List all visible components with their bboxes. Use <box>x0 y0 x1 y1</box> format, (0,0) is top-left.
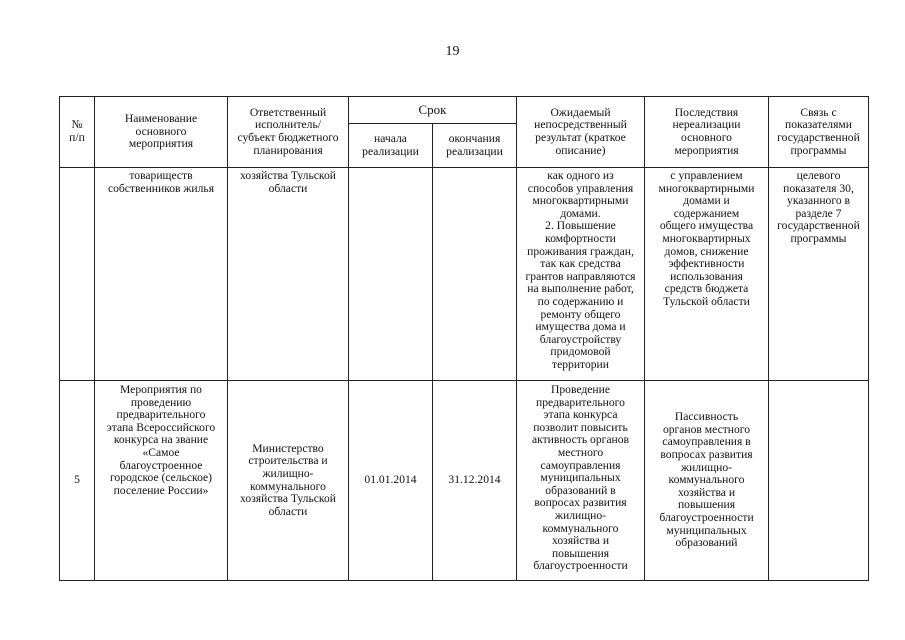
cell-link <box>769 381 869 581</box>
cell-name: Мероприятия по проведению предварительного этапа Всероссийского конкурса на звание «Самое благоустроенное городское (сельское) поселение России» <box>95 381 228 581</box>
header-term: Срок <box>349 97 517 124</box>
cell-start <box>349 168 433 381</box>
header-expected: Ожидаемый непосредственный результат (краткое описание) <box>517 97 645 168</box>
cell-responsible: хозяйства Тульской области <box>228 168 349 381</box>
header-name: Наименование основного мероприятия <box>95 97 228 168</box>
header-num: № п/п <box>60 97 95 168</box>
cell-consequences: с управлением многоквартирными домами и содержанием общего имущества многоквартирных домов, снижение эффективности использования средств бюджета Тульской области <box>645 168 769 381</box>
header-responsible: Ответственный исполнитель/ субъект бюджетного планирования <box>228 97 349 168</box>
cell-responsible: Министерство строительства и жилищно- коммунального хозяйства Тульской области <box>228 381 349 581</box>
header-consequences: Последствия нереализации основного мероприятия <box>645 97 769 168</box>
cell-end: 31.12.2014 <box>433 381 517 581</box>
measures-table <box>59 96 869 581</box>
cell-num <box>60 168 95 381</box>
table-row <box>60 381 869 581</box>
header-term-end: окончания реализации <box>433 124 517 168</box>
table-row <box>60 168 869 381</box>
cell-end <box>433 168 517 381</box>
cell-start: 01.01.2014 <box>349 381 433 581</box>
header-term-start: начала реализации <box>349 124 433 168</box>
cell-expected: как одного из способов управления многоквартирными домами. 2. Повышение комфортности проживания граждан, так как средства грантов направляются на выполнение работ, по содержанию и ремонту общего имущества дома и благоустройству придомовой территории <box>517 168 645 381</box>
cell-link: целевого показателя 30, указанного в разделе 7 государственной программы <box>769 168 869 381</box>
cell-num: 5 <box>60 381 95 581</box>
header-link: Связь с показателями государственной программы <box>769 97 869 168</box>
page-number: 19 <box>445 44 460 59</box>
header-row-1 <box>60 97 869 124</box>
cell-name: товариществ собственников жилья <box>95 168 228 381</box>
cell-expected: Проведение предварительного этапа конкурса позволит повысить активность органов местного самоуправления муниципальных образований в вопросах развития жилищно- коммунального хозяйства и повышения благоустроенности <box>517 381 645 581</box>
cell-consequences: Пассивность органов местного самоуправления в вопросах развития жилищно- коммунального хозяйства и повышения благоустроенности муниципальных образований <box>645 381 769 581</box>
